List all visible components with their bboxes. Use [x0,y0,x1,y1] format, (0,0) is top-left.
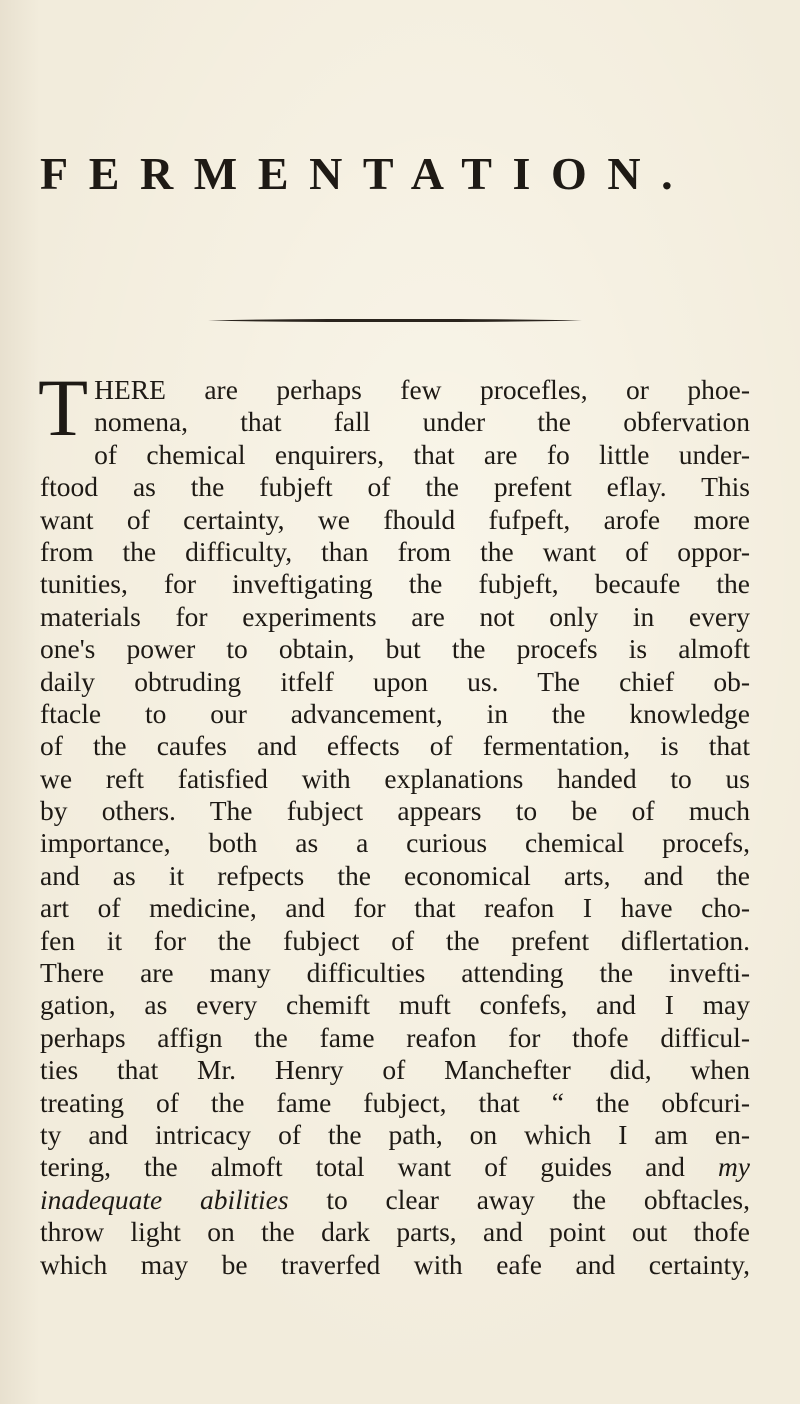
text-line: which may be traverfed with eafe and certainty, [40,1248,750,1280]
text-line: There are many difficulties attending the invefti- [40,957,750,989]
text-line: one's power to obtain, but the procefs is almoft [40,633,750,665]
body-paragraph [38,362,751,1281]
text-line: ftood as the fubjeft of the prefent eflay. This [40,471,750,503]
text-line: ftacle to our advancement, in the knowledge [40,697,750,729]
text-line: throw light on the dark parts, and point out thofe [40,1216,750,1248]
text-line: fen it for the fubject of the prefent diflertation. [40,924,750,956]
page-title: FERMENTATION. [40,148,694,199]
text-line: daily obtruding itfelf upon us. The chief ob- [40,665,750,697]
text-line: perhaps affign the fame reafon for thofe difficul- [40,1021,750,1053]
text-line: gation, as every chemift muft confefs, and I may [40,989,750,1021]
text-line: of the caufes and effects of fermentation, is that [40,730,750,762]
text-line: ties that Mr. Henry of Manchefter did, when [40,1054,750,1086]
text-line: HERE are perhaps few procefles, or phoe- [94,374,750,405]
text-line: from the difficulty, than from the want of oppor- [40,535,750,567]
text-line: want of certainty, we fhould fufpeft, arofe more [40,503,750,535]
text-line: we reft fatisfied with explanations handed to us [40,762,750,794]
italic-text-segment: abilities [199,1183,289,1215]
decorative-rule [208,318,582,323]
text-line: nomena, that fall under the obfervation [94,406,750,438]
text-segment: to clear away the obftacles, [288,1183,751,1215]
text-line-with-italic [40,1151,750,1183]
text-line: tunities, for inveftigating the fubjeft, becaufe the [40,568,750,600]
rule-graphic [208,318,582,323]
text-line: by others. The fubject appears to be of much [40,795,750,827]
italic-word-inadequate: inadequate [40,1183,163,1215]
text-line: treating of the fame fubject, that “ the obfcuri- [40,1086,750,1118]
drop-cap: T [38,362,89,453]
text-line-with-italic [40,1184,750,1216]
text-line: of chemical enquirers, that are fo little under- [94,438,750,470]
text-line: ty and intricacy of the path, on which I am en- [40,1118,750,1150]
text-line: art of medicine, and for that reafon I have cho- [40,892,750,924]
text-line: and as it refpects the economical arts, and the [40,859,750,891]
italic-word-my: my [717,1151,751,1183]
text-line: importance, both as a curious chemical procefs, [40,827,750,859]
text-line: materials for experiments are not only in every [40,600,750,632]
text-segment: tering, the almoft total want of guides and [40,1151,685,1183]
